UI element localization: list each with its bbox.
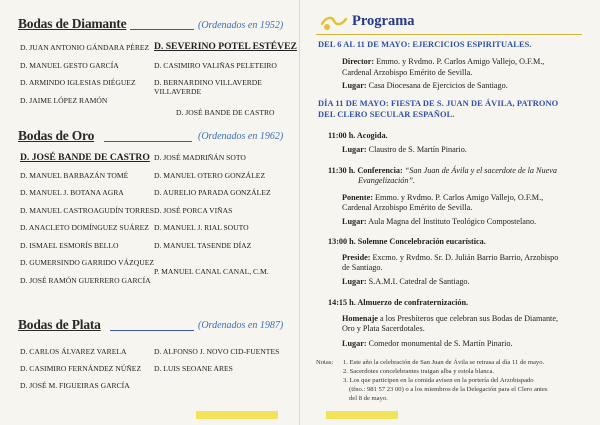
homenaje-text-2: Oro y Plata Sacerdotales. [342, 324, 425, 333]
lugar-line [342, 81, 508, 91]
conferencia-title-2: Evangelización”. [358, 176, 416, 185]
oro-name: D. MANUEL CASTROAGUDÍN TORRES [20, 206, 155, 215]
plata-note: (Ordenados en 1987) [198, 320, 284, 331]
diamante-name: D. MANUEL GESTO GARCÍA [20, 61, 119, 70]
lugar-line [342, 217, 536, 227]
ponente-text-2: Cardenal Arzobispo Emérito de Sevilla. [342, 203, 473, 212]
homenaje-text: a los Presbíteros que celebran sus Bodas de Diamante, [377, 314, 559, 323]
note-line: 2. Sacerdotes concelebrantes traigan alba y estola blanca. [343, 368, 495, 375]
oro-name-extra: P. MANUEL CANAL CANAL, C.M. [154, 267, 269, 276]
lugar-line [342, 339, 513, 349]
oro-rule [104, 141, 192, 142]
oro-title: Bodas de Oro [18, 128, 95, 143]
diamante-note: (Ordenados en 1952) [198, 20, 284, 31]
preside-text: Excmo. y Rvdmo. Sr. D. Julián Barrio Barrio, Arzobispo [370, 253, 559, 262]
lugar-label: Lugar: [342, 217, 367, 226]
diamante-name: D. ARMINDO IGLESIAS DIÉGUEZ [20, 78, 136, 87]
director-text: Emmo. y Rvdmo. P. Carlos Amigo Vallejo, O.F.M., [374, 57, 545, 66]
director-line [342, 57, 544, 67]
note-line: (tfno.: 981 57 23 00) o a los miembros de la Delegación para el Clero antes [349, 386, 548, 393]
oro-name-highlight: D. JOSÉ BANDE DE CASTRO [20, 152, 150, 163]
plata-name: D. CASIMIRO FERNÁNDEZ NÚÑEZ [20, 364, 142, 373]
note-line: 3. Los que participen en la comida avisen en la portería del Arzobispado [343, 377, 534, 384]
programa-title: Programa [352, 13, 415, 29]
lugar-label: Lugar: [342, 145, 367, 154]
diamante-name: D. JAIME LÓPEZ RAMÓN [20, 96, 108, 105]
oro-name: D. JOSÉ MADRIÑÁN SOTO [154, 153, 246, 162]
yellow-highlight-bar [196, 411, 278, 419]
lugar-text: Casa Diocesana de Ejercicios de Santiago. [366, 81, 508, 90]
programa-heading-fiesta-2: DEL CLERO SECULAR ESPAÑOL. [318, 110, 455, 119]
diamante-name: D. CASIMIRO VALIÑAS PELETEIRO [154, 61, 277, 70]
oro-name: D. MANUEL BARBAZÁN TOMÉ [20, 171, 129, 180]
note-line: del 8 de mayo. [349, 395, 388, 402]
diamante-rule [130, 29, 194, 30]
oro-name: D. AURELIO PARADA GONZÁLEZ [154, 188, 271, 197]
homenaje-line [342, 314, 558, 324]
homenaje-label: Homenaje [342, 314, 378, 323]
oro-name: D. GUMERSINDO GARRIDO VÁZQUEZ [20, 258, 155, 267]
ponente-line [342, 193, 543, 203]
oro-name: D. MANUEL OTERO GONZÁLEZ [154, 171, 266, 180]
director-text-2: Cardenal Arzobispo Emérito de Sevilla. [342, 68, 473, 77]
plata-rule [110, 330, 194, 331]
conferencia-label: 11:30 h. Conferencia: [328, 166, 405, 175]
programa-rule [316, 34, 582, 35]
diamante-name: D. JUAN ANTONIO GÁNDARA PÉREZ [20, 43, 150, 52]
diamante-name-extra: D. JOSÉ BANDE DE CASTRO [176, 108, 275, 117]
plata-name: D. CARLOS ÁLVAREZ VARELA [20, 347, 127, 356]
event-acogida: 11:00 h. Acogida. [328, 131, 388, 140]
lugar-line [342, 277, 470, 287]
preside-line [342, 253, 558, 263]
diamante-name: D. BERNARDINO VILLAVERDE VILLAVERDE [154, 78, 262, 96]
ornament-icon [319, 11, 349, 33]
preside-text-2: de Santiago. [342, 263, 383, 272]
programa-heading-fiesta: DÍA 11 DE MAYO: FIESTA DE S. JUAN DE ÁVILA, PATRONO [318, 99, 559, 108]
plata-name: D. ALFONSO J. NOVO CID-FUENTES [154, 347, 280, 356]
preside-label: Preside: [342, 253, 371, 262]
ponente-label: Ponente: [342, 193, 373, 202]
programa-heading-ejercicios: DEL 6 AL 11 DE MAYO: EJERCICIOS ESPIRITUALES. [318, 40, 532, 49]
oro-note: (Ordenados en 1962) [198, 131, 284, 142]
diamante-title: Bodas de Diamante [18, 16, 127, 31]
lugar-text: Aula Magna del Instituto Teológico Compostelano. [366, 217, 537, 226]
oro-name: D. JOSÉ RAMÓN GUERRERO GARCÍA [20, 276, 151, 285]
event-conferencia [328, 166, 557, 176]
lugar-label: Lugar: [342, 81, 367, 90]
conferencia-title: “San Juan de Ávila y el sacerdote de la Nueva [404, 166, 557, 175]
ponente-text: Emmo. y Rvdmo. P. Carlos Amigo Vallejo, O.F.M., [372, 193, 544, 202]
diamante-name-highlight: D. SEVERINO POTEL ESTÉVEZ [154, 41, 297, 52]
page-fold [299, 0, 300, 425]
notes-label: Notas: [316, 359, 334, 366]
oro-name: D. MANUEL TASENDE DÍAZ [154, 241, 252, 250]
lugar-text: S.A.M.I. Catedral de Santiago. [366, 277, 470, 286]
oro-name: D. JOSÉ PORCA VIÑAS [154, 206, 233, 215]
lugar-line [342, 145, 467, 155]
lugar-label: Lugar: [342, 277, 367, 286]
director-label: Director: [342, 57, 375, 66]
note-line: 1. Este año la celebración de San Juan de Ávila se retrasa al día 11 de mayo. [343, 359, 545, 366]
oro-name: D. MANUEL J. BOTANA AGRA [20, 188, 124, 197]
lugar-text: Claustro de S. Martín Pinario. [366, 145, 467, 154]
yellow-highlight-bar [326, 411, 398, 419]
oro-name: D. ANACLETO DOMÍNGUEZ SUÁREZ [20, 223, 149, 232]
event-almuerzo: 14:15 h. Almuerzo de confraternización. [328, 298, 469, 307]
lugar-text: Comedor monumental de S. Martín Pinario. [366, 339, 513, 348]
plata-name: D. LUIS SEOANE ARES [154, 364, 233, 373]
oro-name: D. MANUEL J. RIAL SOUTO [154, 223, 249, 232]
oro-name: D. ISMAEL ESMORÍS BELLO [20, 241, 119, 250]
lugar-label: Lugar: [342, 339, 367, 348]
plata-title: Bodas de Plata [18, 317, 101, 332]
event-concelebracion: 13:00 h. Solemne Concelebración eucarística. [328, 237, 486, 246]
plata-name: D. JOSÉ M. FIGUEIRAS GARCÍA [20, 381, 130, 390]
